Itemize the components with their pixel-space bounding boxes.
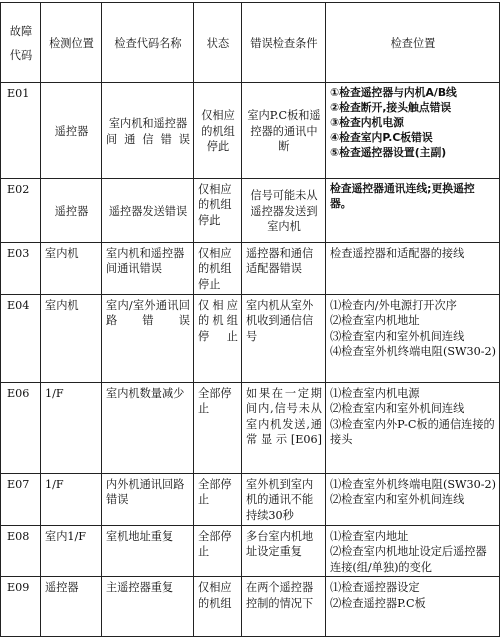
state: 全部停止 <box>194 474 242 526</box>
check-position <box>326 243 500 295</box>
check-name: 遥控器发送错误 <box>102 179 194 243</box>
detect-location: 遥控器 <box>41 83 102 179</box>
check-item: ⑵检查室内和室外机间连线 <box>330 402 465 416</box>
fault-code: E04 <box>1 295 41 383</box>
check-item: ②检查断开,接头触点错误 <box>330 100 452 114</box>
check-item: ⑴检查内/外电源打开次序 <box>330 299 457 312</box>
error-condition: 室内P.C板和遥控器的通讯中断 <box>242 83 326 179</box>
detect-location: 室内1/F <box>41 526 102 577</box>
check-item: ⑴检查室内地址 <box>330 530 409 543</box>
table-row <box>1 83 500 179</box>
detect-location: 遥控器 <box>41 577 102 637</box>
fault-code: E02 <box>1 179 41 243</box>
check-item: 检查遥控器和适配器的接线 <box>330 247 465 260</box>
check-name: 内外机通讯回路错误 <box>102 474 194 526</box>
detect-location: 1/F <box>41 474 102 526</box>
check-item: ⑶检查室内和室外机间连线 <box>330 329 465 343</box>
check-item: ⑷检查室外机终端电阻(SW30-2) <box>330 345 496 359</box>
error-condition: 室内机从室外机收到通信信号 <box>242 295 326 383</box>
fault-code-table <box>0 2 500 637</box>
header-condition: 错误检查条件 <box>242 3 326 83</box>
check-item: ⑵检查遥控器P.C板 <box>330 596 426 610</box>
fault-code: E03 <box>1 243 41 295</box>
check-item: ⑵检查室内和室外机间连线 <box>330 493 465 507</box>
check-item: ④检查室内P.C板错误 <box>330 130 433 144</box>
state: 仅相应的机组停止 <box>194 295 242 383</box>
check-item: 检查遥控器通讯连线;更换遥控器。 <box>330 182 475 210</box>
error-condition: 室外机到室内机的通讯不能持续30秒 <box>242 474 326 526</box>
table-row <box>1 243 500 295</box>
error-condition: 多台室内机地址设定重复 <box>242 526 326 577</box>
table-row <box>1 383 500 474</box>
table-row <box>1 179 500 243</box>
check-name: 室内机和遥控器间通信错误 <box>102 83 194 179</box>
state: 仅相应的机组 <box>194 577 242 637</box>
fault-code: E08 <box>1 526 41 577</box>
check-item: ⑵检查室内机地址设定后遥控器连接(组/单独)的变化 <box>330 545 487 574</box>
error-condition: 遥控器和通信适配器错误 <box>242 243 326 295</box>
error-condition: 如果在一定期间内,信号未从室内机发送,通常显示[E06] <box>242 383 326 474</box>
check-item: ⑴检查遥控器设定 <box>330 581 420 595</box>
check-position <box>326 295 500 383</box>
check-position <box>326 577 500 637</box>
table-row <box>1 295 500 383</box>
header-fault-code-line2: 代码 <box>9 48 33 62</box>
detect-location: 室内机 <box>41 295 102 383</box>
header-fault-code-line1: 故障 <box>9 24 33 38</box>
header-location: 检测位置 <box>41 3 102 83</box>
header-state: 状态 <box>194 3 242 83</box>
check-item: ③检查内机电源 <box>330 115 404 129</box>
check-position <box>326 83 500 179</box>
check-item: ⑤检查遥控器设置(主副) <box>330 145 447 159</box>
table-row <box>1 474 500 526</box>
state: 仅相应的机组停止 <box>194 243 242 295</box>
check-name: 主遥控器重复 <box>102 577 194 637</box>
check-position <box>326 526 500 577</box>
check-position <box>326 179 500 243</box>
error-condition: 在两个遥控器控制的情况下 <box>242 577 326 637</box>
check-name: 室机地址重复 <box>102 526 194 577</box>
check-name: 室内/室外通讯回路错误 <box>102 295 194 383</box>
check-item: ⑴检查室外机终端电阻(SW30-2) <box>330 478 496 491</box>
state: 全部停止 <box>194 526 242 577</box>
header-row <box>1 3 500 83</box>
header-check-name: 检查代码名称 <box>102 3 194 83</box>
error-condition: 信号可能未从遥控器发送到室内机 <box>242 179 326 243</box>
check-name: 室内机和遥控器间通讯错误 <box>102 243 194 295</box>
check-item: ⑴检查室内机电源 <box>330 387 420 400</box>
check-position <box>326 474 500 526</box>
state: 仅相应的机组停此 <box>194 179 242 243</box>
detect-location: 遥控器 <box>41 179 102 243</box>
check-item: ⑶检查室内外P-C板的通信连接的接头 <box>330 417 495 447</box>
detect-location: 室内机 <box>41 243 102 295</box>
fault-code: E06 <box>1 383 41 474</box>
check-item: ⑵检查室内机地址 <box>330 314 420 328</box>
header-check-position: 检查位置 <box>326 3 500 83</box>
header-fault-code <box>1 3 41 83</box>
table-row <box>1 526 500 577</box>
check-position <box>326 383 500 474</box>
table-row <box>1 577 500 637</box>
check-name: 室内机数量减少 <box>102 383 194 474</box>
fault-code: E09 <box>1 577 41 637</box>
fault-code: E07 <box>1 474 41 526</box>
check-item: ①检查遥控器与内机A/B线 <box>330 86 457 99</box>
state: 全部停止 <box>194 383 242 474</box>
state: 仅相应的机组停此 <box>194 83 242 179</box>
detect-location: 1/F <box>41 383 102 474</box>
fault-code: E01 <box>1 83 41 179</box>
